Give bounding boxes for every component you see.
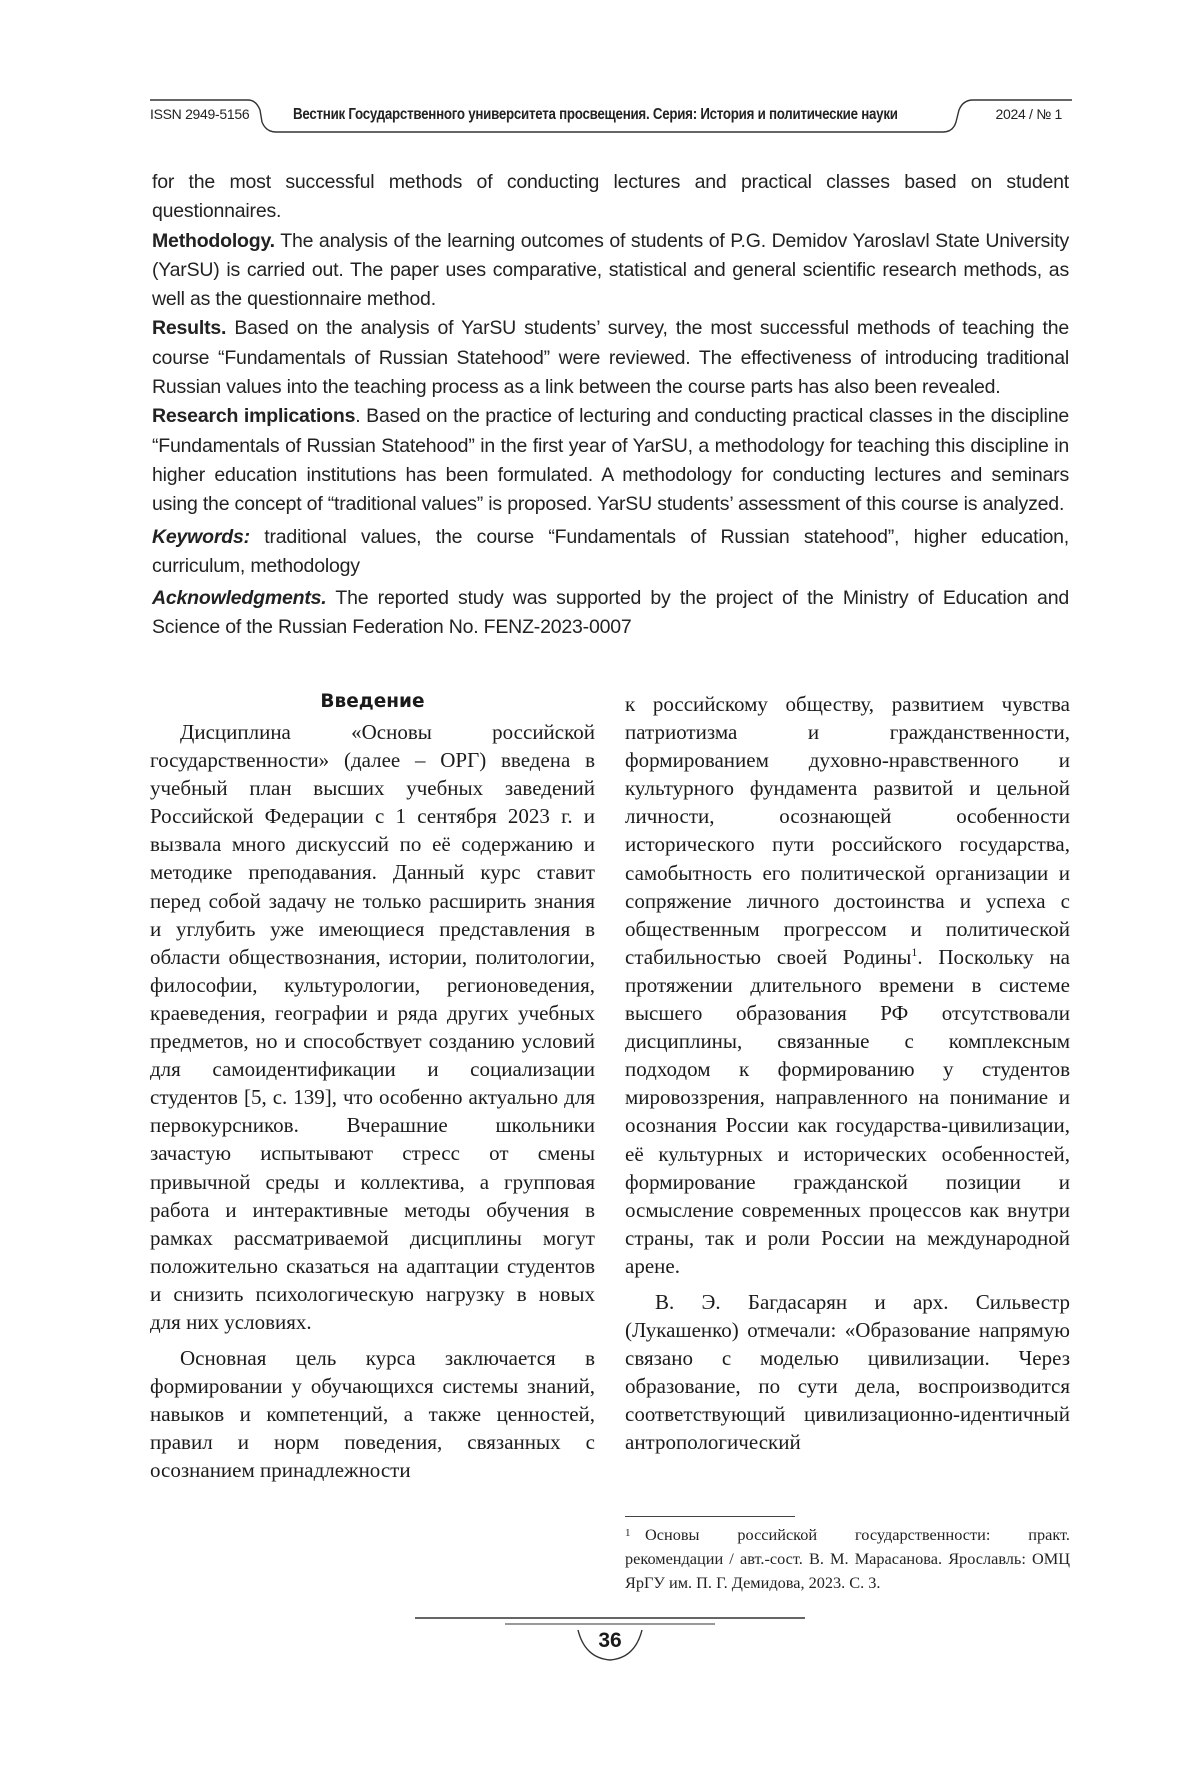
issue-number: 2024 / № 1: [995, 106, 1062, 122]
journal-title: Вестник Государственного университета просвещения. Серия: История и политические науки: [293, 106, 898, 123]
footnote-divider: [625, 1516, 795, 1517]
page-number-box: [415, 1610, 805, 1670]
page-number: 36: [598, 1629, 622, 1652]
footnote: [625, 1523, 1070, 1595]
abstract-keywords: [152, 523, 1069, 582]
body-paragraph: Основная цель курса заключается в формировании у обучающихся системы знаний, навыков и компетенций, а также ценностей, правил и норм поведения, связанных с осознанием принадлежности: [150, 1346, 595, 1483]
keywords-text: traditional values, the course “Fundamentals of Russian statehood”, higher education, curriculum, methodology: [152, 525, 1069, 577]
abstract-intro: for the most successful methods of conducting lectures and practical classes based on student questionnaires.: [152, 171, 1069, 223]
english-abstract: [152, 168, 1069, 643]
acknowledgments-text: The reported study was supported by the project of the Ministry of Education and Science of the Russian Federation No. FENZ-2023-0007: [152, 587, 1069, 639]
acknowledgments-label: Acknowledgments.: [152, 587, 327, 610]
abstract-methodology: [152, 227, 1069, 315]
section-title: Введение: [320, 691, 425, 712]
methodology-label: Methodology.: [152, 229, 275, 252]
body-paragraph: Дисциплина «Основы российской государственности» (далее – ОРГ) введена в учебный план высших учебных заведений Российской Федерации с 1 сентября 2023 г. и вызвала много дискуссий по её содержанию и методике преподавания. Данный курс ставит перед собой задачу не только расширить знания и углубить уже имеющиеся представления в области обществознания, истории, политологии, философии, культурологии, регионоведения, краеведения, географии и ряда других учебных предметов, но и способствует созданию условий для самоидентификации и социализации студентов [5, с. 139], что особенно актуально для первокурсников. Вчерашние школьники зачастую испытывают стресс от смены привычной среды и коллектива, а групповая работа и интерактивные методы обучения в рамках рассматриваемой дисциплины могут положительно сказаться на адаптации студентов и снизить психологическую нагрузку в новых для них условиях.: [150, 720, 595, 1334]
issn: ISSN 2949-5156: [150, 106, 250, 122]
results-label: Results.: [152, 317, 227, 340]
footnote-text: Основы российской государственности: практ. рекомендации / авт.-сост. В. М. Марасанова. Ярославль: ОМЦ ЯрГУ им. П. Г. Демидова, 2023. С. 3.: [625, 1525, 1070, 1592]
abstract-acknowledgments: [152, 584, 1069, 643]
abstract-results: [152, 314, 1069, 402]
footnote-marker[interactable]: 1: [911, 944, 918, 959]
paragraph-text: . Поскольку на протяжении длительного времени в системе высшего образования РФ отсутствовали дисциплины, связанные с комплексным подходом к формированию у студентов мировоззрения, направленного на понимание и осознания России как государства-цивилизации, её культурных и исторических особенностей, формирование гражданской позиции и осмысление современных процессов как внутри страны, так и роли России на международной арене.: [625, 944, 1071, 1278]
right-column: [625, 690, 1070, 1457]
body-paragraph: В. Э. Багдасарян и арх. Сильвестр (Лукашенко) отмечали: «Образование напрямую связано с моделью цивилизации. Через образование, по сути дела, воспроизводится соответствующий цивилизационно-идентичный антропологический: [625, 1289, 1070, 1455]
results-text: Based on the analysis of YarSU students’ survey, the most successful methods of teaching the course “Fundamentals of Russian Statehood” were reviewed. The effectiveness of introducing traditional Russian values into the teaching process as a link between the course parts has also been revealed.: [152, 317, 1069, 399]
keywords-label: Keywords:: [152, 525, 250, 548]
implications-label: Research implications: [152, 405, 356, 428]
body-paragraph: [625, 690, 1070, 1280]
abstract-implications: [152, 402, 1069, 519]
paragraph-text: к российскому обществу, развитием чувства патриотизма и гражданственности, формированием духовно-нравственного и культурного фундамента развитой и цельной личности, осознающей особенности исторического пути российского государства, самобытность его политической организации и сопряжение личного достоинства и успеха с общественным прогрессом и политической стабильностью своей Родины: [625, 692, 1070, 969]
implications-text: . Based on the practice of lecturing and conducting practical classes in the discipline “Fundamentals of Russian Statehood” in the first year of YarSU, a methodology for teaching this discipline in higher education institutions has been formulated. A methodology for conducting lectures and seminars using the concept of “traditional values” is proposed. YarSU students’ assessment of this course is analyzed.: [152, 405, 1069, 516]
methodology-text: The analysis of the learning outcomes of students of P.G. Demidov Yaroslavl State University (YarSU) is carried out. The paper uses comparative, statistical and general scientific research methods, as well as the questionnaire method.: [152, 229, 1069, 311]
footnote-number: 1: [625, 1527, 631, 1539]
left-column: [150, 688, 595, 1485]
running-header: [148, 94, 1074, 142]
